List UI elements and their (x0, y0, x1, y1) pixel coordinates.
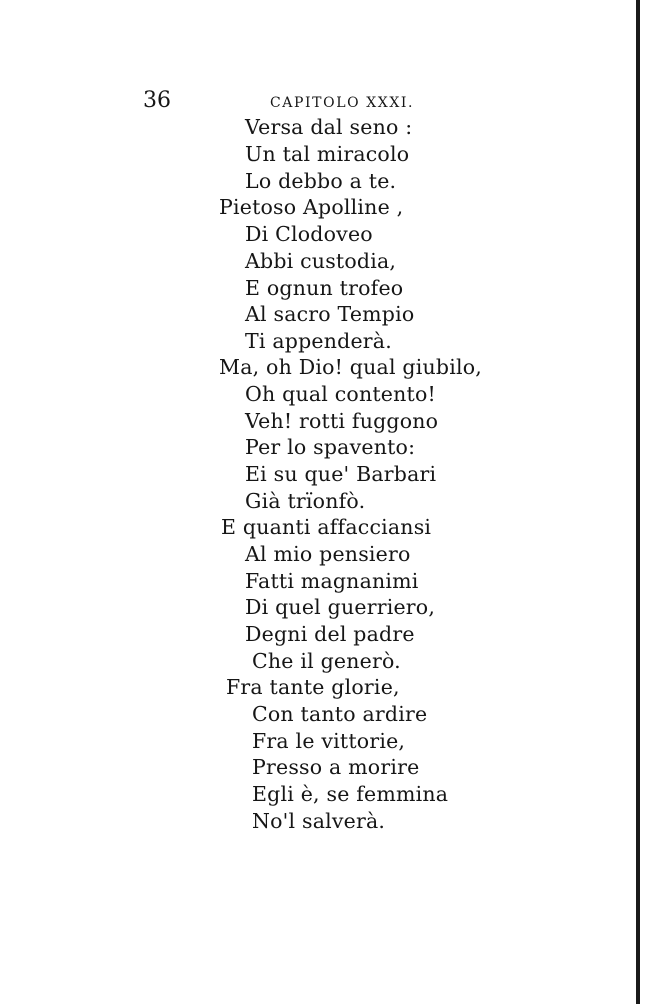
poem-line: Lo debbo a te. (245, 169, 397, 193)
poem-line: Presso a morire (252, 755, 420, 779)
poem-line: Per lo spavento: (245, 435, 416, 459)
page-edge-border (636, 0, 640, 1004)
poem-line: Fra le vittorie, (252, 729, 406, 753)
poem-line: Un tal miracolo (245, 142, 410, 166)
poem-line: Ti appenderà. (245, 329, 392, 353)
poem-line: Degni del padre (245, 622, 415, 646)
poem-line: Con tanto ardire (252, 702, 428, 726)
poem-line: Pietoso Apolline , (219, 195, 404, 219)
poem-line: Che il generò. (252, 649, 401, 673)
poem-line: Al mio pensiero (245, 542, 411, 566)
poem-line: Oh qual contento! (245, 382, 436, 406)
poem-line: Veh! rotti fuggono (245, 409, 439, 433)
poem-line: Fra tante glorie, (226, 675, 400, 699)
poem-line: Di Clodoveo (245, 222, 373, 246)
poem-line: Fatti magnanimi (245, 569, 419, 593)
poem-line: Già trïonfò. (245, 489, 366, 513)
poem-line: No'l salverà. (252, 809, 386, 833)
poem-line: Versa dal seno : (245, 115, 413, 139)
page-number: 36 (143, 88, 171, 113)
poem-line: Abbi custodia, (245, 249, 397, 273)
page-header (0, 86, 668, 116)
poem-line: Di quel guerriero, (245, 595, 436, 619)
poem-line: Ma, oh Dio! qual giubilo, (219, 355, 482, 379)
poem-line: E ognun trofeo (245, 276, 404, 300)
poem-line: Al sacro Tempio (245, 302, 415, 326)
poem-line: E quanti affacciansi (221, 515, 432, 539)
poem-line: Ei su que' Barbari (245, 462, 437, 486)
poem-line: Egli è, se femmina (252, 782, 449, 806)
running-head: CAPITOLO XXXI. (270, 95, 415, 111)
